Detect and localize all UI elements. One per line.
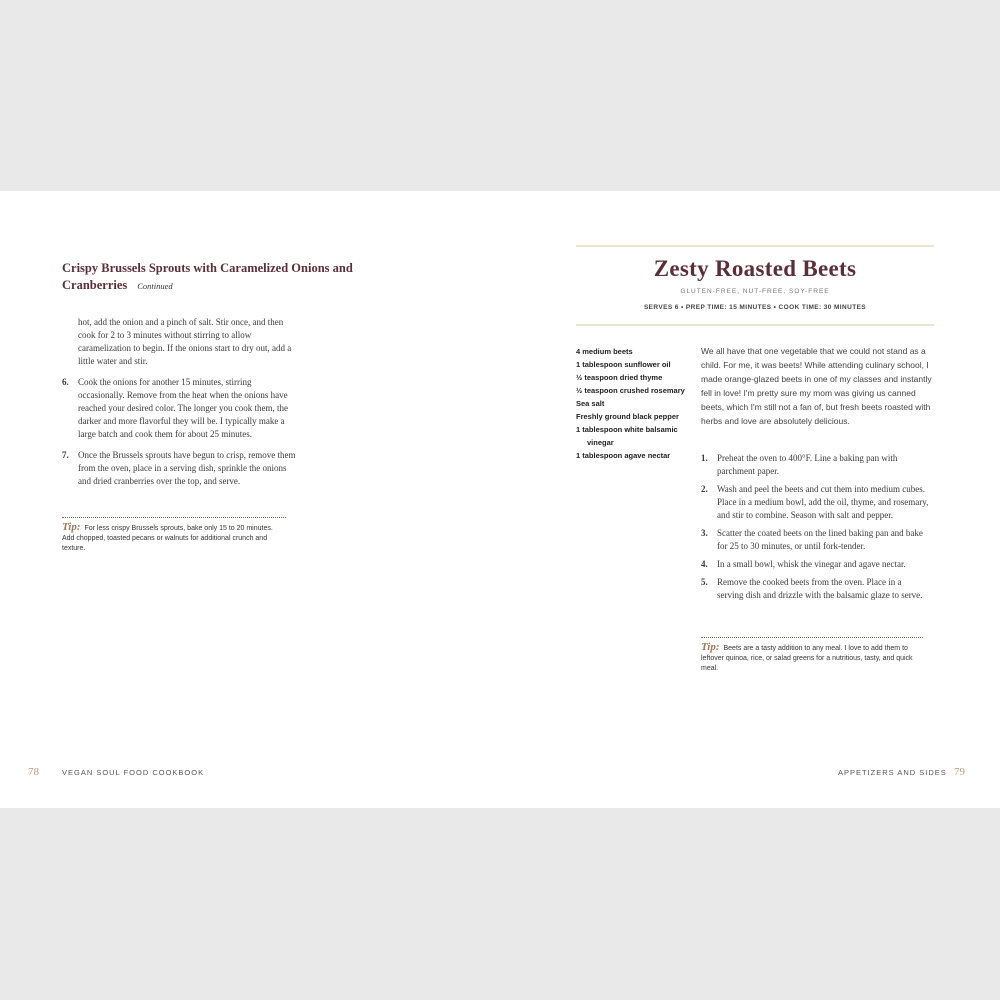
tip-text: For less crispy Brussels sprouts, bake only 15 to 20 minutes. Add chopped, toasted pecans or walnuts for additional crunch and texture. <box>62 525 273 552</box>
ingredient: 1 tablespoon sunflower oil <box>576 360 671 369</box>
step <box>701 452 929 478</box>
ingredients-list <box>576 345 694 462</box>
book-spread <box>0 191 1000 808</box>
page-number-left: 78 <box>28 766 39 778</box>
ingredient: ½ teaspoon crushed rosemary <box>576 386 685 395</box>
recipe-meta: SERVES 6 • PREP TIME: 15 MINUTES • COOK TIME: 30 MINUTES <box>643 304 867 311</box>
tip-body <box>62 522 286 554</box>
left-body <box>62 316 298 496</box>
step-number: 7. <box>62 450 69 460</box>
recipe-title: Zesty Roasted Beets <box>653 256 857 281</box>
left-title-text: Crispy Brussels Sprouts with Caramelized Onions and Cranberries <box>62 261 353 292</box>
step-number: 1. <box>701 453 708 463</box>
right-tip <box>701 637 923 674</box>
header-rule-bottom <box>576 324 934 326</box>
ingredient: 4 medium beets <box>576 347 633 356</box>
tip-divider <box>701 637 923 638</box>
step-text: Scatter the coated beets on the lined baking pan and bake for 25 to 30 minutes, or until fork-tender. <box>717 528 923 551</box>
right-steps <box>701 452 929 607</box>
continued-paragraph: hot, add the onion and a pinch of salt. Stir once, and then cook for 2 to 3 minutes without stirring to allow caramelization to begin. If the onions start to dry out, add a little water and stir. <box>78 317 292 366</box>
step-text: Wash and peel the beets and cut them into medium cubes. Place in a medium bowl, add the oil, thyme, and rosemary, and stir to combine. Season with salt and pepper. <box>717 484 929 520</box>
recipe-intro: We all have that one vegetable that we could not stand as a child. For me, it was beets! While attending culinary school, I made orange-glazed beets in one of my classes and instantly fell in love! I'm pretty sure my mom was giving us canned beets, which I'm still not a fan of, but fresh beets roasted with herbs and love are absolutely delicious. <box>701 346 932 426</box>
step-text: Preheat the oven to 400°F. Line a baking pan with parchment paper. <box>717 453 898 476</box>
step-number: 2. <box>701 484 708 494</box>
left-recipe-title <box>62 260 362 295</box>
step <box>701 527 929 553</box>
step <box>62 376 298 441</box>
running-head-right: APPETIZERS AND SIDES <box>838 768 947 777</box>
recipe-dietary-tags: GLUTEN-FREE, NUT-FREE, SOY-FREE <box>680 288 830 295</box>
step <box>62 449 298 488</box>
running-head-left: VEGAN SOUL FOOD COOKBOOK <box>62 768 205 777</box>
step <box>701 558 929 571</box>
step-text: Cook the onions for another 15 minutes, stirring occasionally. Remove from the heat when the onions have reached your desired color. The longer you cook them, the darker and more flavorful they will be. I typically make a large batch and cook them for about 25 minutes. <box>78 377 289 439</box>
tip-text: Beets are a tasty addition to any meal. I love to add them to leftover quinoa, rice, or salad greens for a nutritious, tasty, and quick meal. <box>701 645 913 672</box>
tip-body <box>701 642 923 674</box>
ingredient: Freshly ground black pepper <box>576 412 679 421</box>
step-number: 4. <box>701 559 708 569</box>
left-tip <box>62 517 286 554</box>
tip-label: Tip: <box>701 641 720 653</box>
step-number: 5. <box>701 577 708 587</box>
tip-divider <box>62 517 286 518</box>
step-text: Remove the cooked beets from the oven. Place in a serving dish and drizzle with the balsamic glaze to serve. <box>717 577 923 600</box>
step-number: 3. <box>701 528 708 538</box>
step-text: Once the Brussels sprouts have begun to crisp, remove them from the oven, place in a serving dish, sprinkle the onions and dried cranberries over the top, and serve. <box>78 450 296 486</box>
continued-label: Continued <box>137 281 173 291</box>
ingredient: Sea salt <box>576 399 605 408</box>
tip-label: Tip: <box>62 521 81 533</box>
step <box>701 576 929 602</box>
ingredient: 1 tablespoon white balsamic vinegar <box>576 425 678 447</box>
step <box>701 483 929 522</box>
ingredient: ½ teaspoon dried thyme <box>576 373 663 382</box>
ingredient: 1 tablespoon agave nectar <box>576 451 671 460</box>
step-text: In a small bowl, whisk the vinegar and agave nectar. <box>717 559 906 569</box>
step-number: 6. <box>62 377 69 387</box>
header-rule-top <box>576 245 934 247</box>
page-number-right: 79 <box>954 766 965 778</box>
